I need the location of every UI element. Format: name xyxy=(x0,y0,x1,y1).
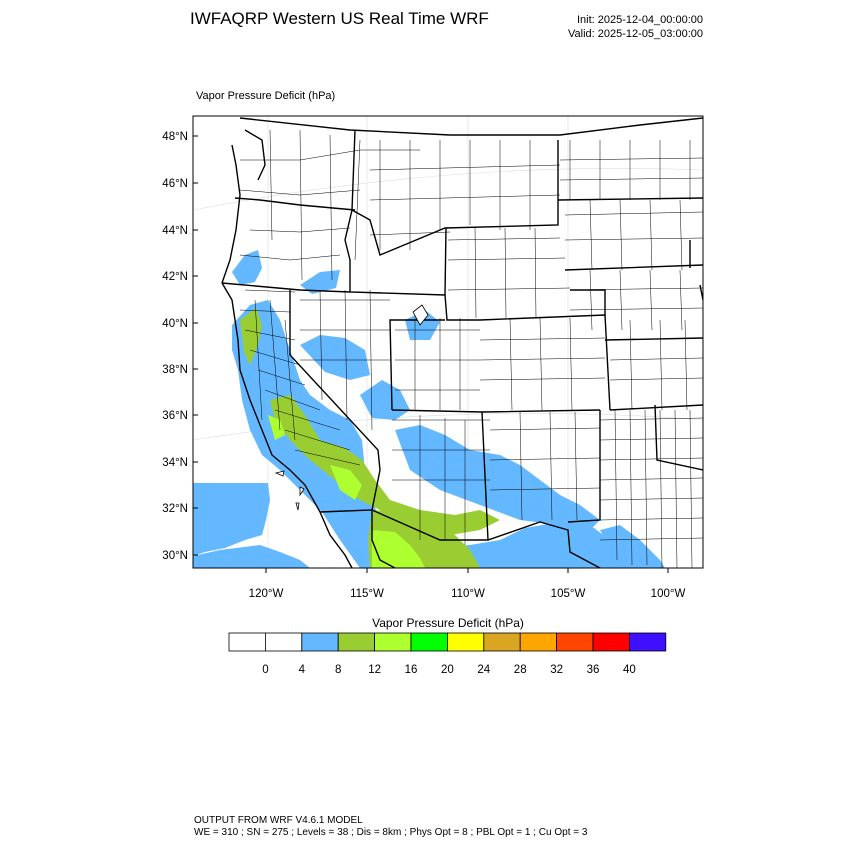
lon-tick-marks xyxy=(266,568,668,573)
colorbar-label: 12 xyxy=(368,664,381,676)
colorbar-label: 8 xyxy=(334,664,342,676)
lon-label: 120°W xyxy=(248,588,284,600)
lat-label: 34°N xyxy=(162,457,188,469)
colorbar-swatch xyxy=(484,633,520,651)
lon-label: 100°W xyxy=(650,588,686,600)
lat-labels xyxy=(162,131,188,562)
colorbar-label: 28 xyxy=(513,664,527,676)
colorbar-label: 36 xyxy=(586,664,600,676)
field-label: Vapor Pressure Deficit (hPa) xyxy=(196,90,336,102)
lon-label: 105°W xyxy=(550,588,586,600)
lon-label: 115°W xyxy=(350,588,384,600)
colorbar-labels xyxy=(262,664,636,676)
colorbar xyxy=(229,633,666,651)
colorbar-label: 24 xyxy=(477,664,491,676)
colorbar-label: 40 xyxy=(623,664,636,676)
colorbar-swatch xyxy=(411,633,447,651)
colorbar-label: 4 xyxy=(298,664,306,676)
lat-label: 48°N xyxy=(162,131,188,143)
lat-label: 46°N xyxy=(162,178,188,190)
lon-labels xyxy=(249,588,686,600)
colorbar-swatch xyxy=(302,633,338,651)
colorbar-label: 0 xyxy=(262,664,269,676)
lat-label: 32°N xyxy=(162,503,188,515)
colorbar-swatch xyxy=(593,633,629,651)
init-time: Init: 2025-12-04_00:00:00 xyxy=(577,14,703,26)
colorbar-label: 20 xyxy=(441,664,454,676)
valid-time: Valid: 2025-12-05_03:00:00 xyxy=(568,28,703,40)
lat-label: 30°N xyxy=(162,550,188,562)
lat-label: 38°N xyxy=(162,364,188,376)
lon-label: 110°W xyxy=(451,588,485,600)
footer-line-2: WE = 310 ; SN = 275 ; Levels = 38 ; Dis = 8km ; Phys Opt = 8 ; PBL Opt = 1 ; Cu Opt = 3 xyxy=(194,827,588,838)
colorbar-swatch xyxy=(520,633,556,651)
colorbar-swatch xyxy=(265,633,301,651)
model-footer xyxy=(194,815,587,839)
colorbar-swatch xyxy=(338,633,374,651)
colorbar-swatch xyxy=(557,633,593,651)
colorbar-swatch xyxy=(229,633,265,651)
lat-label: 36°N xyxy=(162,410,188,422)
colorbar-label: 32 xyxy=(550,664,563,676)
footer-line-1: OUTPUT FROM WRF V4.6.1 MODEL xyxy=(194,815,363,826)
colorbar-swatch xyxy=(629,633,665,651)
page-title: IWFAQRP Western US Real Time WRF xyxy=(190,9,489,28)
lat-label: 42°N xyxy=(162,271,188,283)
lat-label: 40°N xyxy=(162,318,188,330)
colorbar-swatch xyxy=(447,633,483,651)
colorbar-label: 16 xyxy=(404,664,418,676)
lat-label: 44°N xyxy=(162,225,188,237)
colorbar-swatch xyxy=(375,633,411,651)
colorbar-title: Vapor Pressure Deficit (hPa) xyxy=(372,616,524,630)
